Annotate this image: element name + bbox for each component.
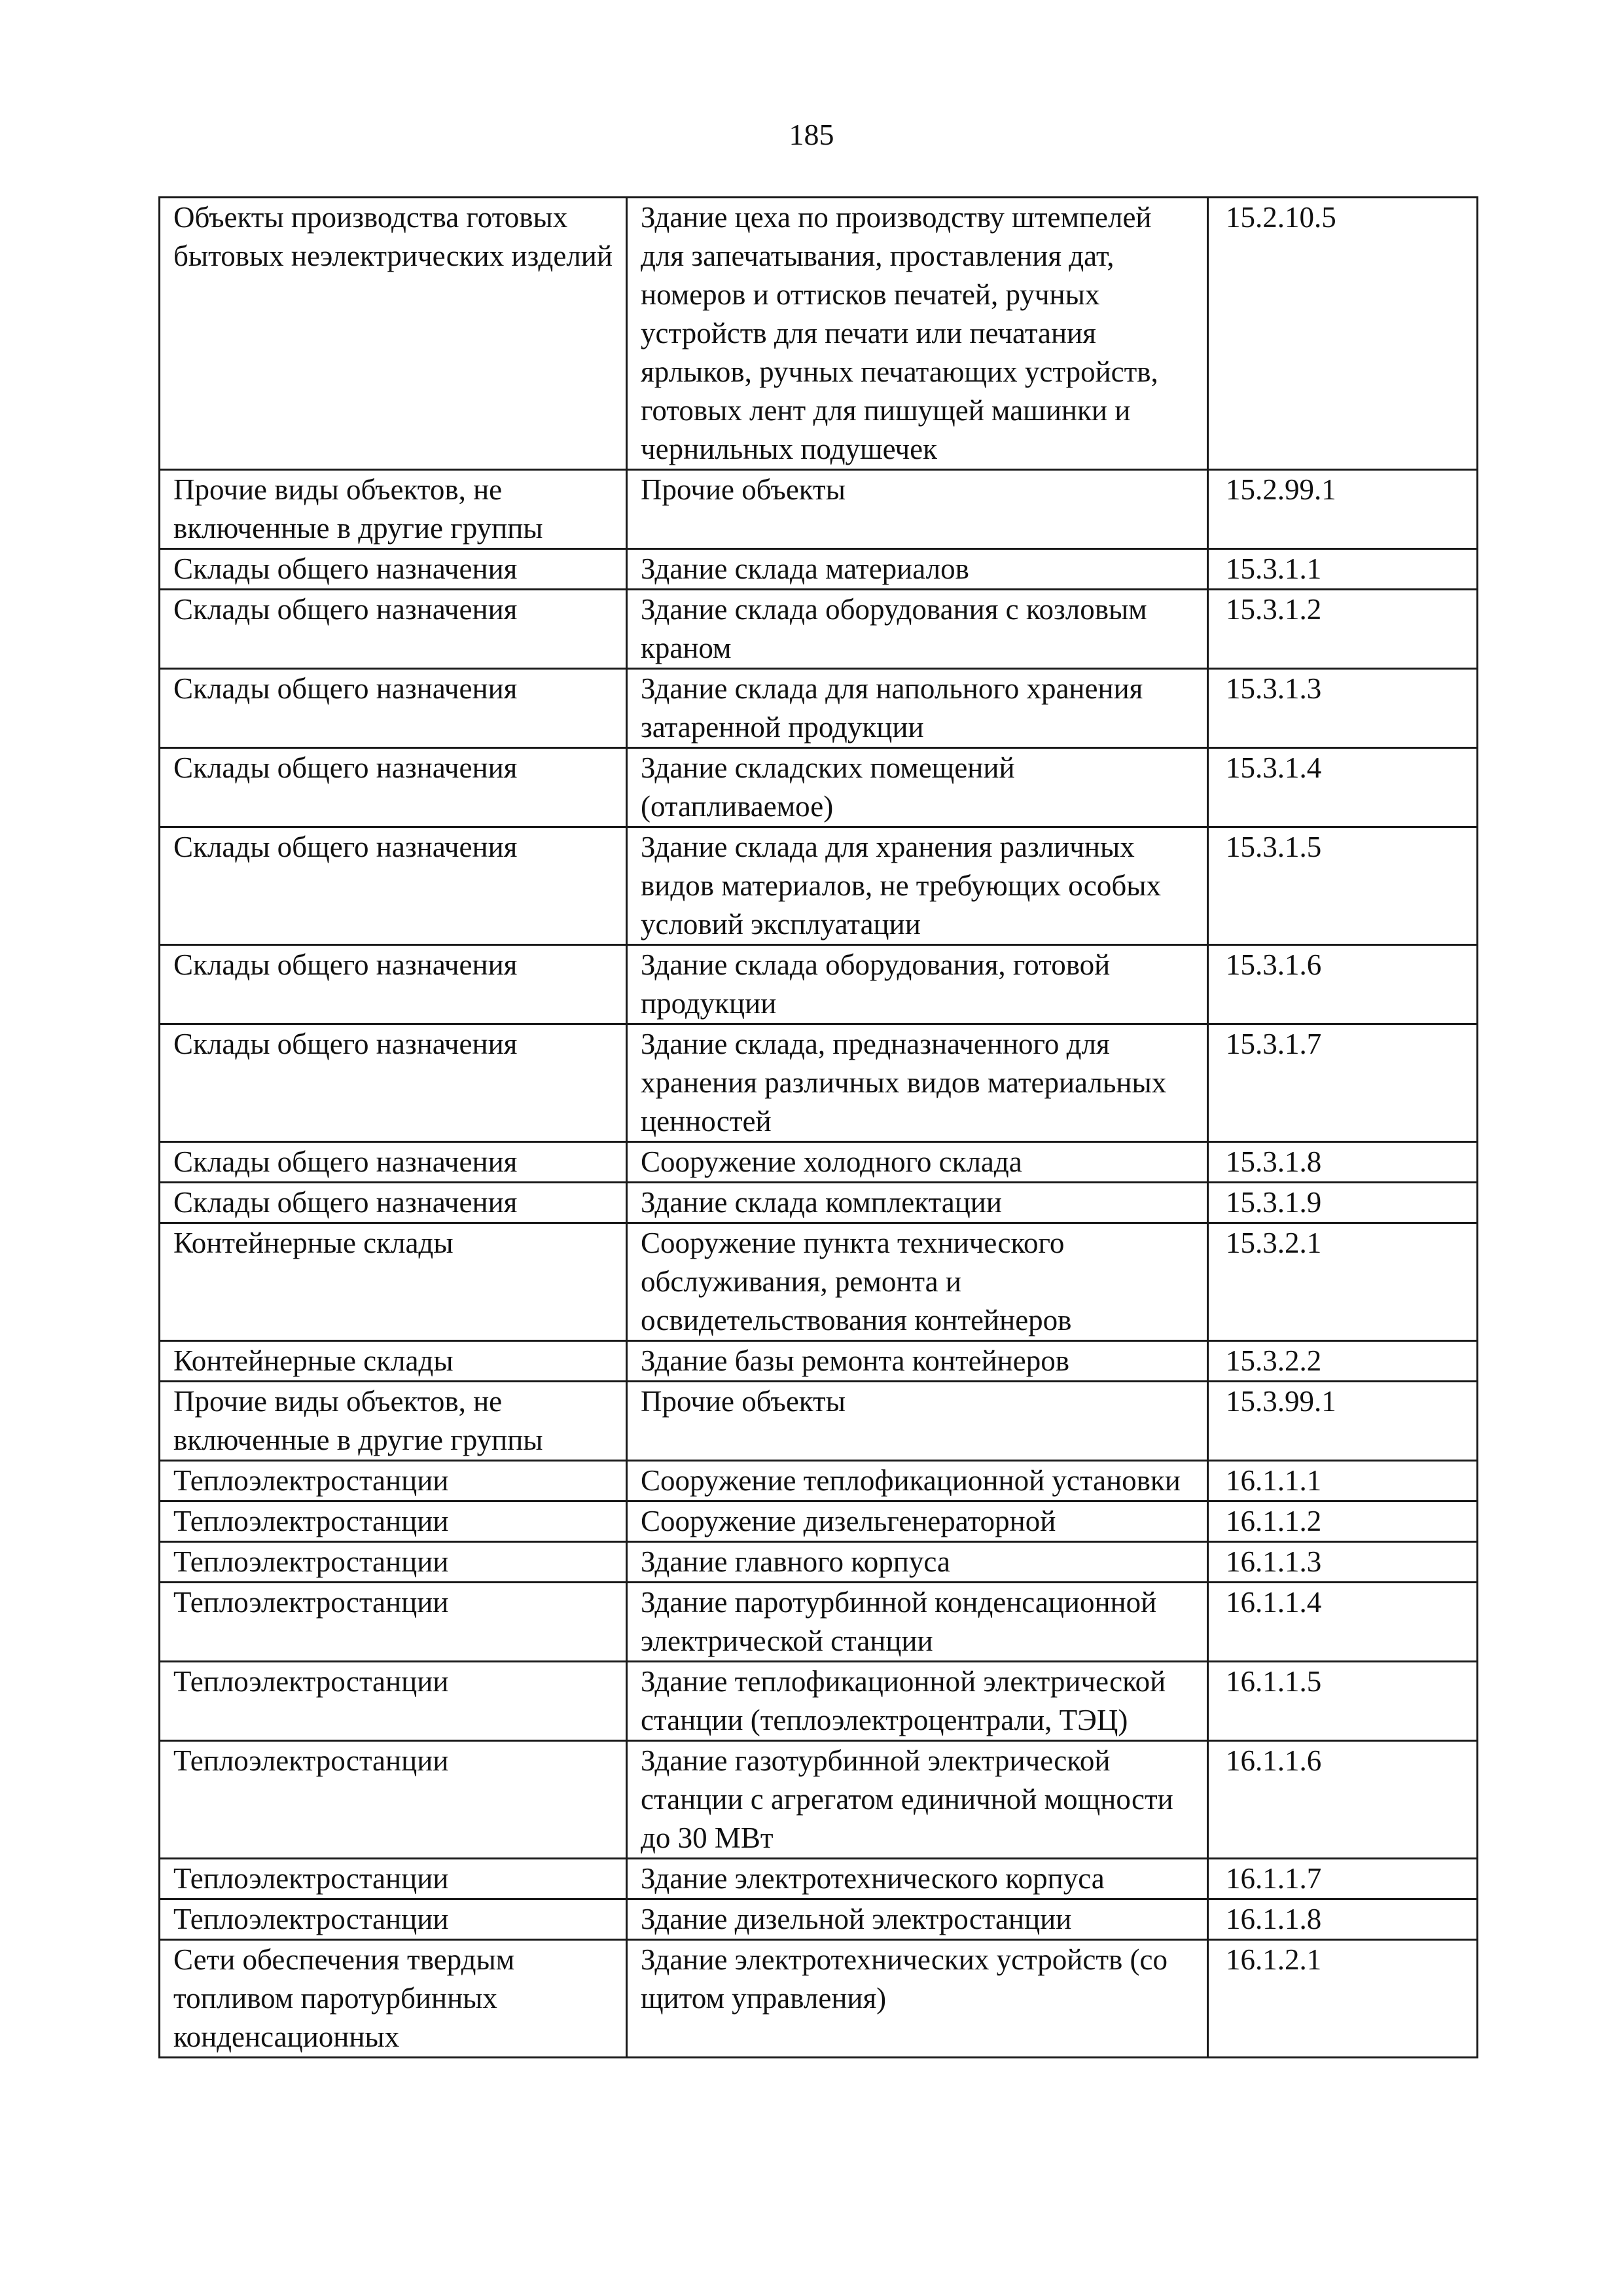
- object-type-cell: Теплоэлектростанции: [160, 1741, 627, 1859]
- object-type-cell: Теплоэлектростанции: [160, 1859, 627, 1899]
- object-name-cell: Здание паротурбинной конденсационной электрической станции: [627, 1583, 1208, 1662]
- object-name-cell: Здание электротехнических устройств (со щитом управления): [627, 1940, 1208, 2058]
- object-type-cell: Контейнерные склады: [160, 1223, 627, 1341]
- table-row: [160, 1142, 1478, 1183]
- object-name-cell: Здание базы ремонта контейнеров: [627, 1341, 1208, 1382]
- object-code-cell: 16.1.1.4: [1208, 1583, 1478, 1662]
- object-name-cell: Сооружение холодного склада: [627, 1142, 1208, 1183]
- table-row: [160, 1542, 1478, 1583]
- object-code-cell: 16.1.1.5: [1208, 1662, 1478, 1741]
- object-name-cell: Сооружение пункта технического обслуживания, ремонта и освидетельствования контейнеров: [627, 1223, 1208, 1341]
- object-code-cell: 16.1.1.7: [1208, 1859, 1478, 1899]
- object-type-cell: Сети обеспечения твердым топливом паротурбинных конденсационных: [160, 1940, 627, 2058]
- object-type-cell: Теплоэлектростанции: [160, 1542, 627, 1583]
- table-row: [160, 1501, 1478, 1542]
- page-number: 185: [789, 118, 834, 151]
- object-type-cell: Склады общего назначения: [160, 669, 627, 748]
- object-name-cell: Здание складских помещений (отапливаемое): [627, 748, 1208, 827]
- object-code-cell: 15.3.2.1: [1208, 1223, 1478, 1341]
- object-name-cell: Здание склада материалов: [627, 549, 1208, 590]
- object-code-cell: 15.3.2.2: [1208, 1341, 1478, 1382]
- table-row: [160, 827, 1478, 945]
- object-code-cell: 15.3.1.6: [1208, 945, 1478, 1024]
- object-code-cell: 15.3.1.7: [1208, 1024, 1478, 1142]
- object-name-cell: Здание склада для напольного хранения затаренной продукции: [627, 669, 1208, 748]
- object-code-cell: 15.3.1.1: [1208, 549, 1478, 590]
- object-type-cell: Теплоэлектростанции: [160, 1583, 627, 1662]
- object-type-cell: Склады общего назначения: [160, 549, 627, 590]
- object-code-cell: 16.1.1.2: [1208, 1501, 1478, 1542]
- object-name-cell: Сооружение дизельгенераторной: [627, 1501, 1208, 1542]
- object-code-cell: 15.3.1.5: [1208, 827, 1478, 945]
- table-row: [160, 945, 1478, 1024]
- object-name-cell: Здание дизельной электростанции: [627, 1899, 1208, 1940]
- object-code-cell: 16.1.2.1: [1208, 1940, 1478, 2058]
- object-code-cell: 15.3.1.4: [1208, 748, 1478, 827]
- table-row: [160, 1940, 1478, 2058]
- object-name-cell: Сооружение теплофикационной установки: [627, 1461, 1208, 1501]
- table-row: [160, 1183, 1478, 1223]
- object-type-cell: Склады общего назначения: [160, 748, 627, 827]
- object-name-cell: Здание склада оборудования, готовой продукции: [627, 945, 1208, 1024]
- object-code-cell: 16.1.1.1: [1208, 1461, 1478, 1501]
- object-type-cell: Склады общего назначения: [160, 1024, 627, 1142]
- table-row: [160, 1024, 1478, 1142]
- registry-table: [158, 196, 1478, 2058]
- object-name-cell: Здание склада оборудования с козловым краном: [627, 590, 1208, 669]
- object-type-cell: Теплоэлектростанции: [160, 1501, 627, 1542]
- table-row: [160, 198, 1478, 470]
- object-name-cell: Здание склада для хранения различных видов материалов, не требующих особых условий эксплуатации: [627, 827, 1208, 945]
- object-type-cell: Склады общего назначения: [160, 827, 627, 945]
- object-code-cell: 15.2.10.5: [1208, 198, 1478, 470]
- table-row: [160, 1341, 1478, 1382]
- object-type-cell: Теплоэлектростанции: [160, 1899, 627, 1940]
- object-code-cell: 16.1.1.8: [1208, 1899, 1478, 1940]
- table-row: [160, 1223, 1478, 1341]
- table-row: [160, 1662, 1478, 1741]
- object-type-cell: Склады общего назначения: [160, 1142, 627, 1183]
- object-code-cell: 15.3.1.3: [1208, 669, 1478, 748]
- object-name-cell: Здание склада, предназначенного для хранения различных видов материальных ценностей: [627, 1024, 1208, 1142]
- object-code-cell: 15.3.1.8: [1208, 1142, 1478, 1183]
- object-code-cell: 15.3.1.2: [1208, 590, 1478, 669]
- object-code-cell: 15.2.99.1: [1208, 470, 1478, 549]
- object-name-cell: Здание теплофикационной электрической станции (теплоэлектроцентрали, ТЭЦ): [627, 1662, 1208, 1741]
- object-code-cell: 16.1.1.6: [1208, 1741, 1478, 1859]
- object-code-cell: 15.3.1.9: [1208, 1183, 1478, 1223]
- table-row: [160, 1741, 1478, 1859]
- object-code-cell: 16.1.1.3: [1208, 1542, 1478, 1583]
- object-name-cell: Здание цеха по производству штемпелей для запечатывания, проставления дат, номеров и оттисков печатей, ручных устройств для печати или печатания ярлыков, ручных печатающих устройств, готовых лент для пишущей машинки и чернильных подушечек: [627, 198, 1208, 470]
- table-row: [160, 1461, 1478, 1501]
- object-type-cell: Теплоэлектростанции: [160, 1461, 627, 1501]
- object-type-cell: Объекты производства готовых бытовых неэлектрических изделий: [160, 198, 627, 470]
- object-type-cell: Прочие виды объектов, не включенные в другие группы: [160, 470, 627, 549]
- object-name-cell: Прочие объекты: [627, 470, 1208, 549]
- object-type-cell: Прочие виды объектов, не включенные в другие группы: [160, 1382, 627, 1461]
- table-row: [160, 1899, 1478, 1940]
- object-name-cell: Прочие объекты: [627, 1382, 1208, 1461]
- table-row: [160, 590, 1478, 669]
- object-type-cell: Контейнерные склады: [160, 1341, 627, 1382]
- object-name-cell: Здание главного корпуса: [627, 1542, 1208, 1583]
- registry-table-body: [160, 198, 1478, 2058]
- object-type-cell: Теплоэлектростанции: [160, 1662, 627, 1741]
- object-code-cell: 15.3.99.1: [1208, 1382, 1478, 1461]
- object-type-cell: Склады общего назначения: [160, 590, 627, 669]
- table-row: [160, 549, 1478, 590]
- table-row: [160, 1583, 1478, 1662]
- table-row: [160, 1859, 1478, 1899]
- table-row: [160, 470, 1478, 549]
- object-name-cell: Здание газотурбинной электрической станции с агрегатом единичной мощности до 30 МВт: [627, 1741, 1208, 1859]
- table-row: [160, 1382, 1478, 1461]
- object-name-cell: Здание склада комплектации: [627, 1183, 1208, 1223]
- table-row: [160, 669, 1478, 748]
- object-name-cell: Здание электротехнического корпуса: [627, 1859, 1208, 1899]
- table-row: [160, 748, 1478, 827]
- object-type-cell: Склады общего назначения: [160, 1183, 627, 1223]
- object-type-cell: Склады общего назначения: [160, 945, 627, 1024]
